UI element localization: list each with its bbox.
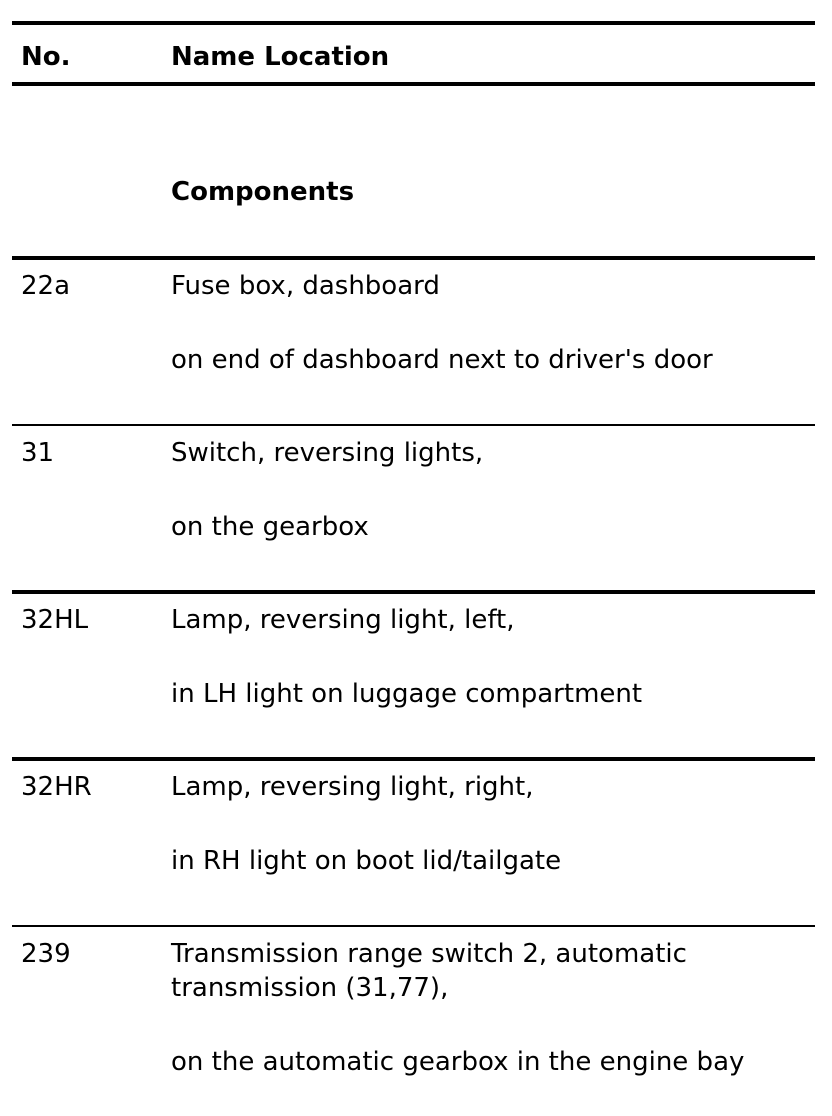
header-name-location: Name Location — [171, 42, 390, 72]
section-title: Components — [171, 177, 355, 207]
row-divider — [12, 256, 815, 260]
row-name: Lamp, reversing light, right, — [171, 772, 534, 802]
table-top-rule — [12, 21, 815, 25]
row-no: 31 — [21, 438, 55, 468]
header-bottom-rule — [12, 82, 815, 86]
row-divider — [12, 757, 815, 761]
row-no: 32HR — [21, 772, 92, 802]
row-no: 32HL — [21, 605, 89, 635]
row-location: on end of dashboard next to driver's door — [171, 345, 713, 375]
row-divider — [12, 925, 815, 927]
row-name: Lamp, reversing light, left, — [171, 605, 515, 635]
row-location: in RH light on boot lid/tailgate — [171, 846, 562, 876]
row-name: Fuse box, dashboard — [171, 271, 440, 301]
row-name: Switch, reversing lights, — [171, 438, 484, 468]
row-divider — [12, 590, 815, 594]
row-location: in LH light on luggage compartment — [171, 679, 643, 709]
row-no: 22a — [21, 271, 71, 301]
row-no: 239 — [21, 939, 71, 969]
header-no: No. — [21, 42, 71, 72]
row-name: Transmission range switch 2, automatic transmission (31,77), — [171, 939, 687, 1003]
row-location: on the gearbox — [171, 512, 369, 542]
row-divider — [12, 424, 815, 426]
row-location: on the automatic gearbox in the engine bay — [171, 1047, 745, 1077]
